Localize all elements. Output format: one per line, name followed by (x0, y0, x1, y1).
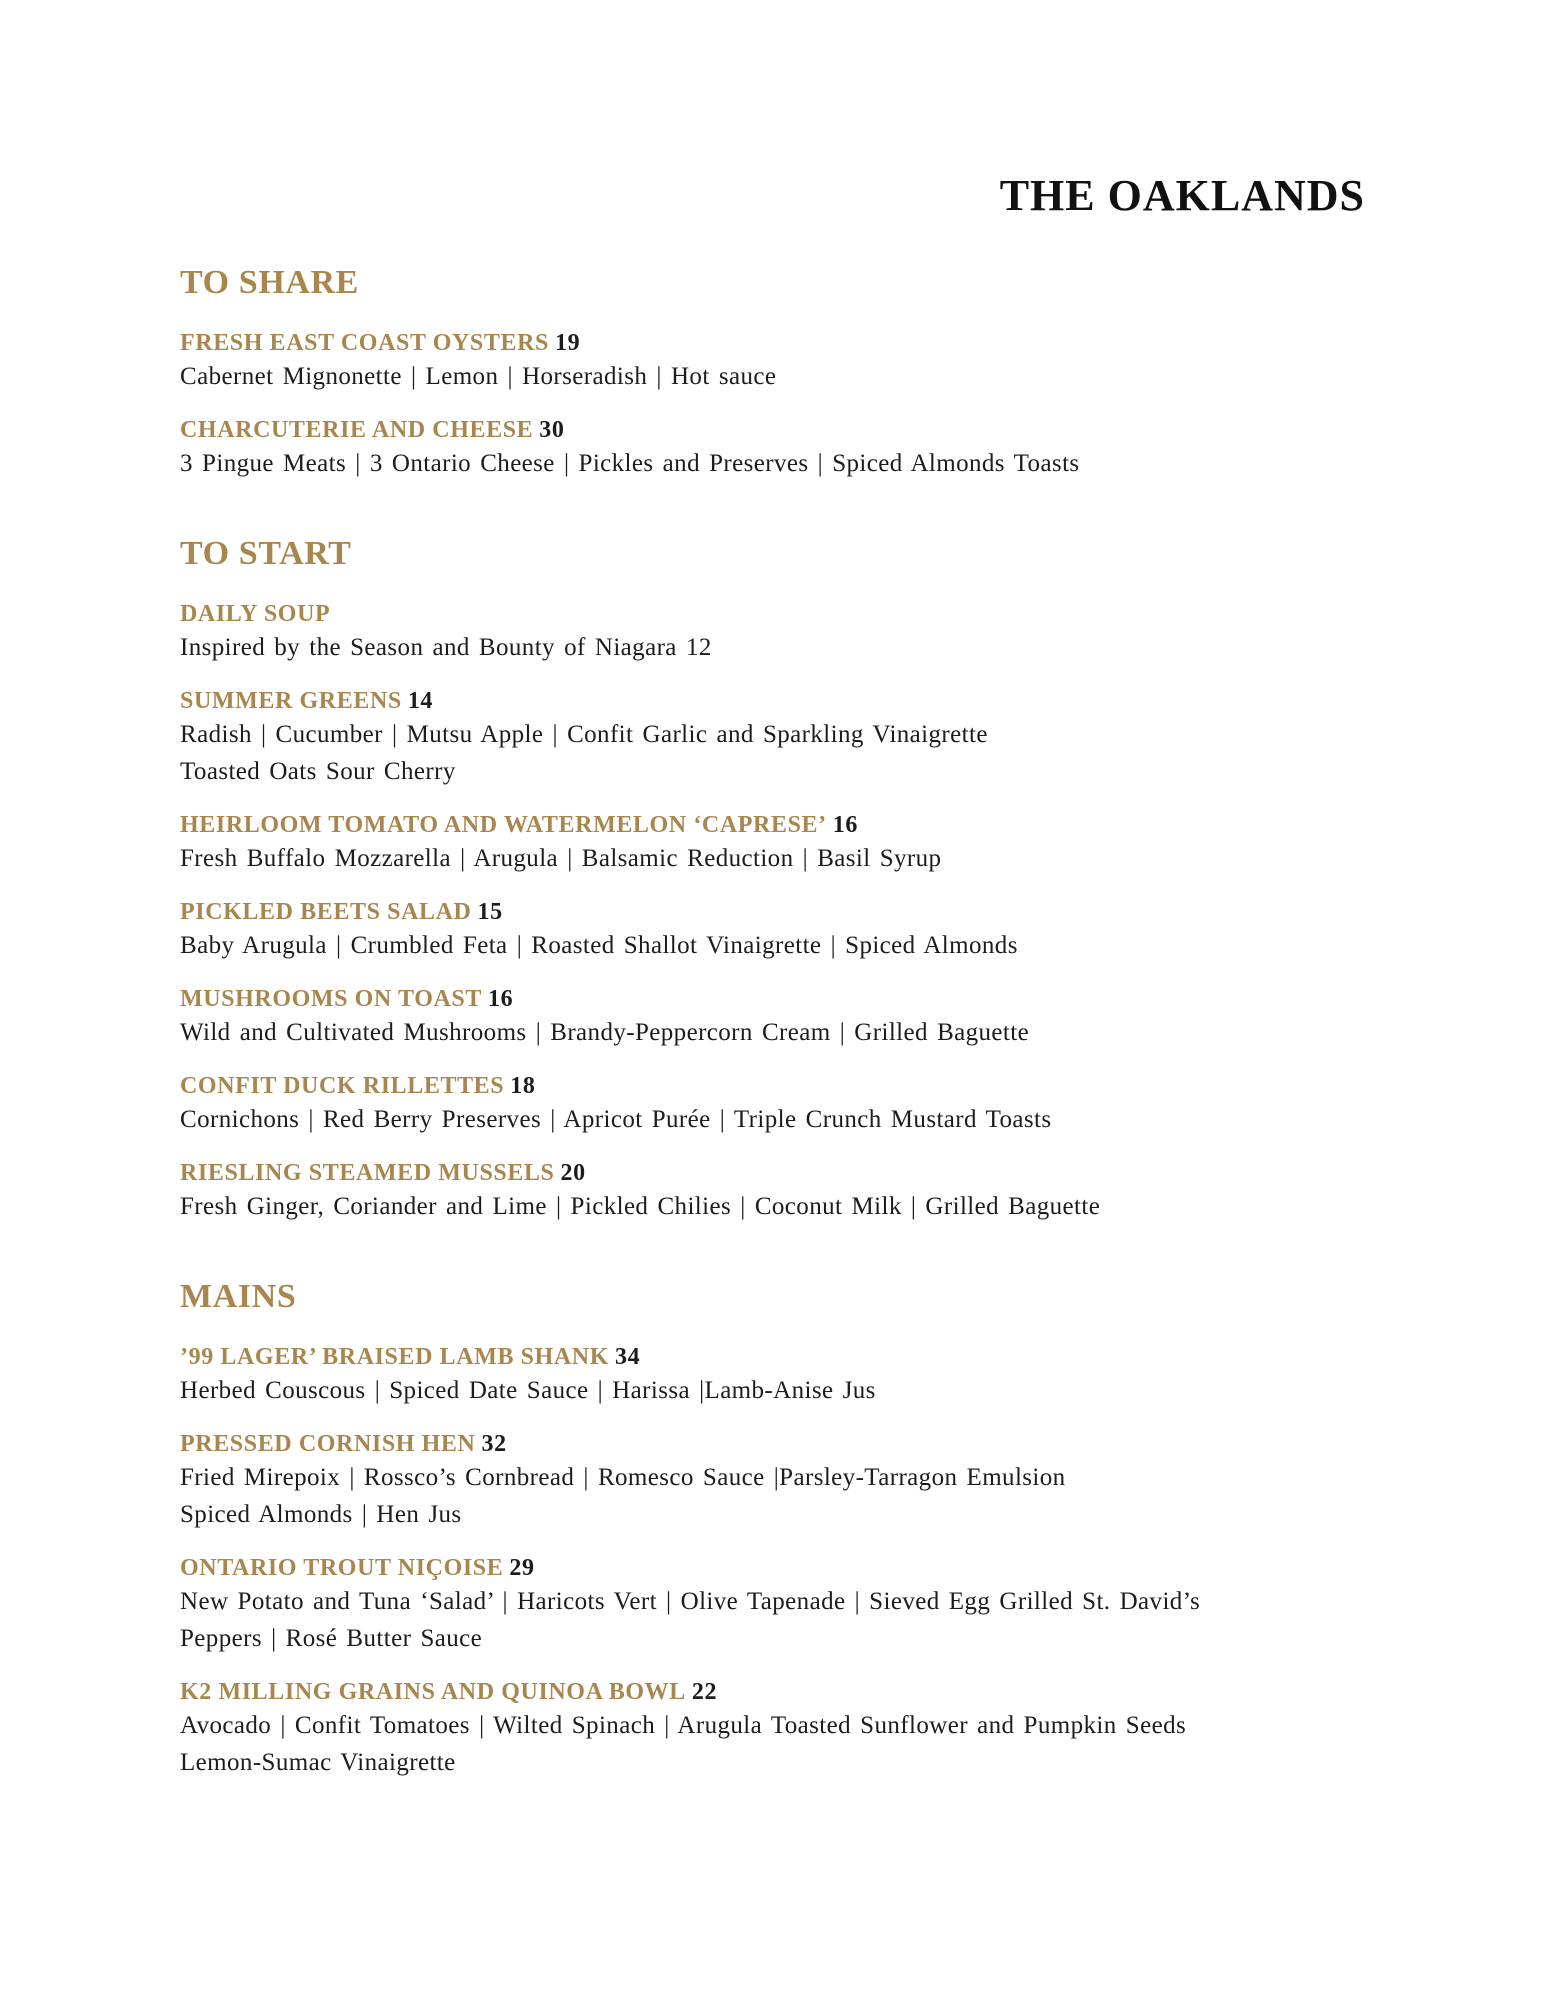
item-price: 20 (560, 1160, 586, 1186)
item-description-line: Inspired by the Season and Bounty of Niagara 12 (180, 634, 712, 661)
item-price: 30 (539, 417, 565, 443)
item-description (180, 927, 1365, 964)
restaurant-title: THE OAKLANDS (999, 171, 1365, 220)
item-description (180, 629, 1365, 666)
menu-item (180, 1342, 1365, 1409)
item-name-line (180, 1677, 1365, 1707)
item-description (180, 716, 1365, 790)
item-name-line (180, 328, 1365, 358)
item-name-line (180, 1342, 1365, 1372)
item-name: ’99 LAGER’ BRAISED LAMB SHANK (180, 1344, 609, 1370)
item-description (180, 1583, 1365, 1657)
item-description-line: Spiced Almonds | Hen Jus (180, 1501, 462, 1528)
item-description-line: Cornichons | Red Berry Preserves | Apricot Purée | Triple Crunch Mustard Toasts (180, 1106, 1052, 1133)
item-description (180, 1014, 1365, 1051)
item-description-line: Avocado | Confit Tomatoes | Wilted Spinach | Arugula Toasted Sunflower and Pumpkin Seeds (180, 1712, 1187, 1739)
item-name: CHARCUTERIE AND CHEESE (180, 417, 534, 443)
item-name: DAILY SOUP (180, 601, 331, 627)
item-price: 15 (477, 899, 503, 925)
item-price: 19 (554, 330, 581, 356)
menu-item (180, 1553, 1365, 1657)
item-name-line (180, 599, 1365, 629)
item-price: 18 (510, 1073, 536, 1099)
item-description-line: Fried Mirepoix | Rossco’s Cornbread | Romesco Sauce |Parsley-Tarragon Emulsion (180, 1464, 1066, 1491)
item-description-line: Radish | Cucumber | Mutsu Apple | Confit Garlic and Sparkling Vinaigrette (180, 721, 988, 748)
menu-item (180, 1158, 1365, 1225)
item-price: 29 (509, 1555, 535, 1581)
section-items (180, 599, 1365, 1225)
item-name: CONFIT DUCK RILLETTES (180, 1073, 505, 1099)
item-description (180, 840, 1365, 877)
item-description-line: Fresh Ginger, Coriander and Lime | Pickled Chilies | Coconut Milk | Grilled Baguette (180, 1193, 1101, 1220)
item-description (180, 1707, 1365, 1781)
item-description (180, 445, 1365, 482)
menu-item (180, 415, 1365, 482)
item-name-line (180, 897, 1365, 927)
menu-item (180, 1429, 1365, 1533)
item-name: PRESSED CORNISH HEN (180, 1431, 476, 1457)
item-price: 34 (615, 1344, 641, 1370)
item-name: MUSHROOMS ON TOAST (180, 986, 482, 1012)
item-name-line (180, 1158, 1365, 1188)
item-name: RIESLING STEAMED MUSSELS (180, 1160, 555, 1186)
item-name-line (180, 810, 1365, 840)
item-price: 32 (481, 1431, 507, 1457)
item-name: ONTARIO TROUT NIÇOISE (180, 1555, 504, 1581)
menu-item (180, 810, 1365, 877)
section-items (180, 1342, 1365, 1781)
menu-sections (180, 263, 1365, 1781)
item-description-line: Toasted Oats Sour Cherry (180, 758, 456, 785)
menu-item (180, 328, 1365, 395)
item-name: SUMMER GREENS (180, 688, 402, 714)
item-description-line: Wild and Cultivated Mushrooms | Brandy-Peppercorn Cream | Grilled Baguette (180, 1019, 1030, 1046)
item-description-line: Peppers | Rosé Butter Sauce (180, 1625, 483, 1652)
menu-item (180, 1677, 1365, 1781)
menu-item (180, 984, 1365, 1051)
item-name-line (180, 1071, 1365, 1101)
item-name: PICKLED BEETS SALAD (180, 899, 472, 925)
section-heading: TO SHARE (180, 264, 359, 301)
item-description (180, 358, 1365, 395)
item-description (180, 1372, 1365, 1409)
menu-item (180, 1071, 1365, 1138)
item-description-line: 3 Pingue Meats | 3 Ontario Cheese | Pickles and Preserves | Spiced Almonds Toasts (180, 450, 1080, 477)
item-description (180, 1188, 1365, 1225)
item-description-line: Baby Arugula | Crumbled Feta | Roasted Shallot Vinaigrette | Spiced Almonds (180, 932, 1018, 959)
item-name: FRESH EAST COAST OYSTERS (180, 330, 549, 356)
item-description-line: Fresh Buffalo Mozzarella | Arugula | Balsamic Reduction | Basil Syrup (180, 845, 942, 872)
item-price: 16 (487, 986, 514, 1012)
item-name: HEIRLOOM TOMATO AND WATERMELON ‘CAPRESE’ (180, 812, 827, 838)
item-description (180, 1101, 1365, 1138)
section-heading: TO START (180, 535, 352, 572)
menu-section-to-share (180, 263, 1365, 482)
item-description (180, 1459, 1365, 1533)
item-price: 14 (407, 688, 434, 714)
item-name-line (180, 686, 1365, 716)
item-description-line: Lemon-Sumac Vinaigrette (180, 1749, 456, 1776)
section-items (180, 328, 1365, 482)
item-name-line (180, 1429, 1365, 1459)
item-description-line: New Potato and Tuna ‘Salad’ | Haricots Vert | Olive Tapenade | Sieved Egg Grilled St. David’s (180, 1588, 1201, 1615)
item-name-line (180, 415, 1365, 445)
item-description-line: Herbed Couscous | Spiced Date Sauce | Harissa |Lamb-Anise Jus (180, 1377, 876, 1404)
menu-item (180, 897, 1365, 964)
menu-item (180, 599, 1365, 666)
item-name-line (180, 1553, 1365, 1583)
item-name: K2 MILLING GRAINS AND QUINOA BOWL (180, 1679, 686, 1705)
menu-section-mains (180, 1277, 1365, 1781)
menu-item (180, 686, 1365, 790)
menu-section-to-start (180, 534, 1365, 1225)
item-name-line (180, 984, 1365, 1014)
item-description-line: Cabernet Mignonette | Lemon | Horseradish | Hot sauce (180, 363, 777, 390)
item-price: 16 (832, 812, 858, 838)
item-price: 22 (691, 1679, 718, 1705)
section-heading: MAINS (180, 1278, 297, 1315)
